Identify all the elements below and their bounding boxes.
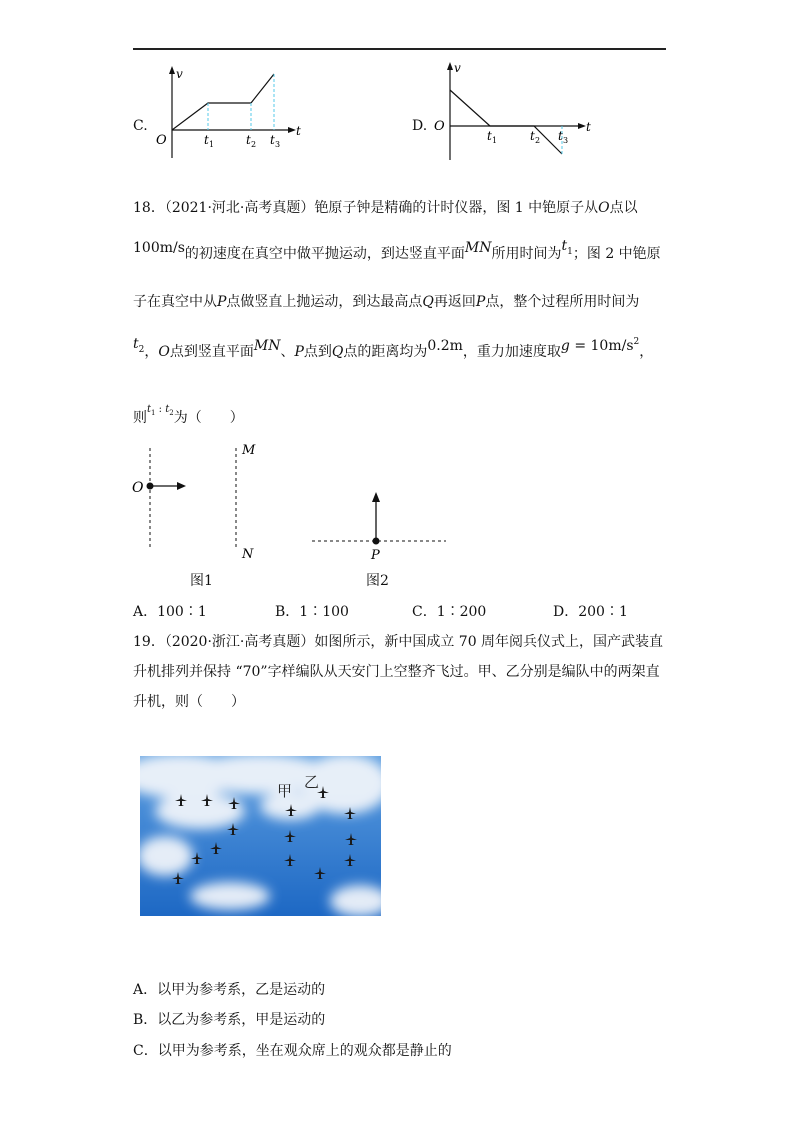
q18-text: 18．（2021·河北·高考真题）铯原子钟是精确的计时仪器，图 1 中铯原子从 xyxy=(133,200,599,216)
q18-t1-sub: 1 xyxy=(567,247,573,257)
sky-image xyxy=(140,756,381,916)
option-d-tick-3-sub: 3 xyxy=(563,136,569,145)
q19-line-3: 升机，则（ ） xyxy=(133,694,245,710)
q18-text: 再返回 xyxy=(433,294,476,310)
q19-choice-b[interactable]: B．以乙为参考系，甲是运动的 xyxy=(133,1012,326,1028)
option-d-tick-2-sub: 2 xyxy=(535,136,541,145)
q18-p-point: P xyxy=(294,344,304,360)
figure-2-caption: 图2 xyxy=(366,573,389,589)
q18-o-point: O xyxy=(598,200,610,216)
q18-ratio-colon: : xyxy=(155,404,166,415)
q18-ratio-t1-sub: 1 xyxy=(151,409,156,417)
q18-text: 点以 xyxy=(609,200,638,216)
q18-text: 子在真空中从 xyxy=(133,294,217,310)
q18-text: 点的距离均为 xyxy=(343,344,428,360)
q18-choice-c[interactable]: C．1∶200 xyxy=(412,604,487,620)
option-c-label: C. xyxy=(133,118,148,134)
option-c-graph xyxy=(150,62,310,162)
q18-text: 、 xyxy=(280,344,295,360)
q18-t1: t xyxy=(561,238,568,254)
q18-text: 点做竖直上抛运动，到达最高点 xyxy=(226,294,423,310)
figure-2-diagram xyxy=(308,486,453,564)
helicopter-formation-photo xyxy=(140,756,381,916)
option-c-tick-2-sub: 2 xyxy=(251,140,257,149)
q18-text: 的初速度在真空中做平抛运动，到达竖直平面 xyxy=(184,246,465,262)
q18-choice-a[interactable]: A．100∶1 xyxy=(133,604,207,620)
option-c-tick-3: t xyxy=(270,133,275,147)
q18-line-2 xyxy=(133,238,661,266)
option-d-origin: O xyxy=(434,119,445,134)
q18-text: 则 xyxy=(133,410,147,426)
q18-line-1 xyxy=(133,198,638,218)
q18-plane-mn: MN xyxy=(253,338,281,354)
q18-text: 点，整个过程所用时间为 xyxy=(485,294,640,310)
figure-1-o-label: O xyxy=(132,480,144,496)
photo-label-jia: 甲 xyxy=(277,782,293,800)
q18-initial-speed: 100m/s xyxy=(133,240,185,256)
q19-choice-c[interactable]: C．以甲为参考系，坐在观众席上的观众都是静止的 xyxy=(133,1043,452,1059)
option-d-v-label: v xyxy=(454,61,461,75)
option-d-tick-3: t xyxy=(558,129,563,143)
option-c-origin: O xyxy=(156,133,167,148)
q18-plane-mn: MN xyxy=(464,240,492,256)
option-c-t-label: t xyxy=(296,124,301,138)
q18-q-point: Q xyxy=(422,294,434,310)
option-d-graph xyxy=(428,58,598,162)
q18-t2: t xyxy=(133,336,139,352)
option-d-tick-1: t xyxy=(487,129,492,143)
q18-text: 点到 xyxy=(303,344,332,360)
figure-1-m-label: M xyxy=(242,443,256,458)
option-d-tick-1-sub: 1 xyxy=(492,136,498,145)
figure-1-diagram xyxy=(128,438,278,563)
q18-g-value: = 10m/s xyxy=(569,338,634,354)
q19-line-1: 19．（2020·浙江·高考真题）如图所示，新中国成立 70 周年阅兵仪式上，国产武装直 xyxy=(133,634,664,650)
figure-2-p-label: P xyxy=(371,548,380,563)
q18-text: ；图 2 中铯原 xyxy=(572,246,661,262)
q18-distance: 0.2m xyxy=(427,338,463,354)
figure-1-caption: 图1 xyxy=(190,573,213,589)
q18-ratio-t1: t xyxy=(147,404,152,415)
q18-o-point: O xyxy=(158,344,170,360)
q18-line-5 xyxy=(133,404,244,430)
q18-g-symbol: g xyxy=(560,338,570,354)
q19-line-2: 升机排列并保持 “70”字样编队从天安门上空整齐飞过。甲、乙分别是编队中的两架直 xyxy=(133,664,660,680)
figure-1-n-label: N xyxy=(242,547,254,562)
q18-line-4 xyxy=(133,336,654,364)
option-c-tick-2: t xyxy=(246,133,251,147)
option-d-tick-2: t xyxy=(530,129,535,143)
top-rule xyxy=(133,48,666,50)
q18-text: 为（ ） xyxy=(173,410,244,426)
q19-choice-a[interactable]: A．以甲为参考系，乙是运动的 xyxy=(133,982,326,998)
q18-line-3 xyxy=(133,292,639,312)
q18-ratio-t2-sub: 2 xyxy=(169,409,174,417)
q18-q-point: Q xyxy=(331,344,344,360)
photo-label-yi: 乙 xyxy=(304,773,320,791)
option-c-tick-3-sub: 3 xyxy=(275,140,281,149)
q18-text: ，重力加速度取 xyxy=(462,344,561,360)
q18-ratio-t2: t xyxy=(165,404,170,415)
q18-text: 所用时间为 xyxy=(491,246,562,262)
option-d-label: D. xyxy=(412,118,428,134)
q18-text: 点到竖直平面 xyxy=(169,344,254,360)
option-d-t-label: t xyxy=(586,120,591,134)
q18-choice-b[interactable]: B．1∶100 xyxy=(275,604,349,620)
q18-p-point: P xyxy=(217,294,227,310)
option-c-v-label: v xyxy=(176,67,183,81)
q18-text: ， xyxy=(639,344,654,360)
q18-p-point: P xyxy=(475,294,486,310)
q18-g-exponent: 2 xyxy=(633,337,640,347)
q18-choice-d[interactable]: D．200∶1 xyxy=(553,604,628,620)
option-c-tick-1: t xyxy=(204,133,209,147)
q18-t2-sub: 2 xyxy=(138,345,145,355)
option-c-tick-1-sub: 1 xyxy=(209,140,215,149)
q18-text: ， xyxy=(144,344,159,360)
